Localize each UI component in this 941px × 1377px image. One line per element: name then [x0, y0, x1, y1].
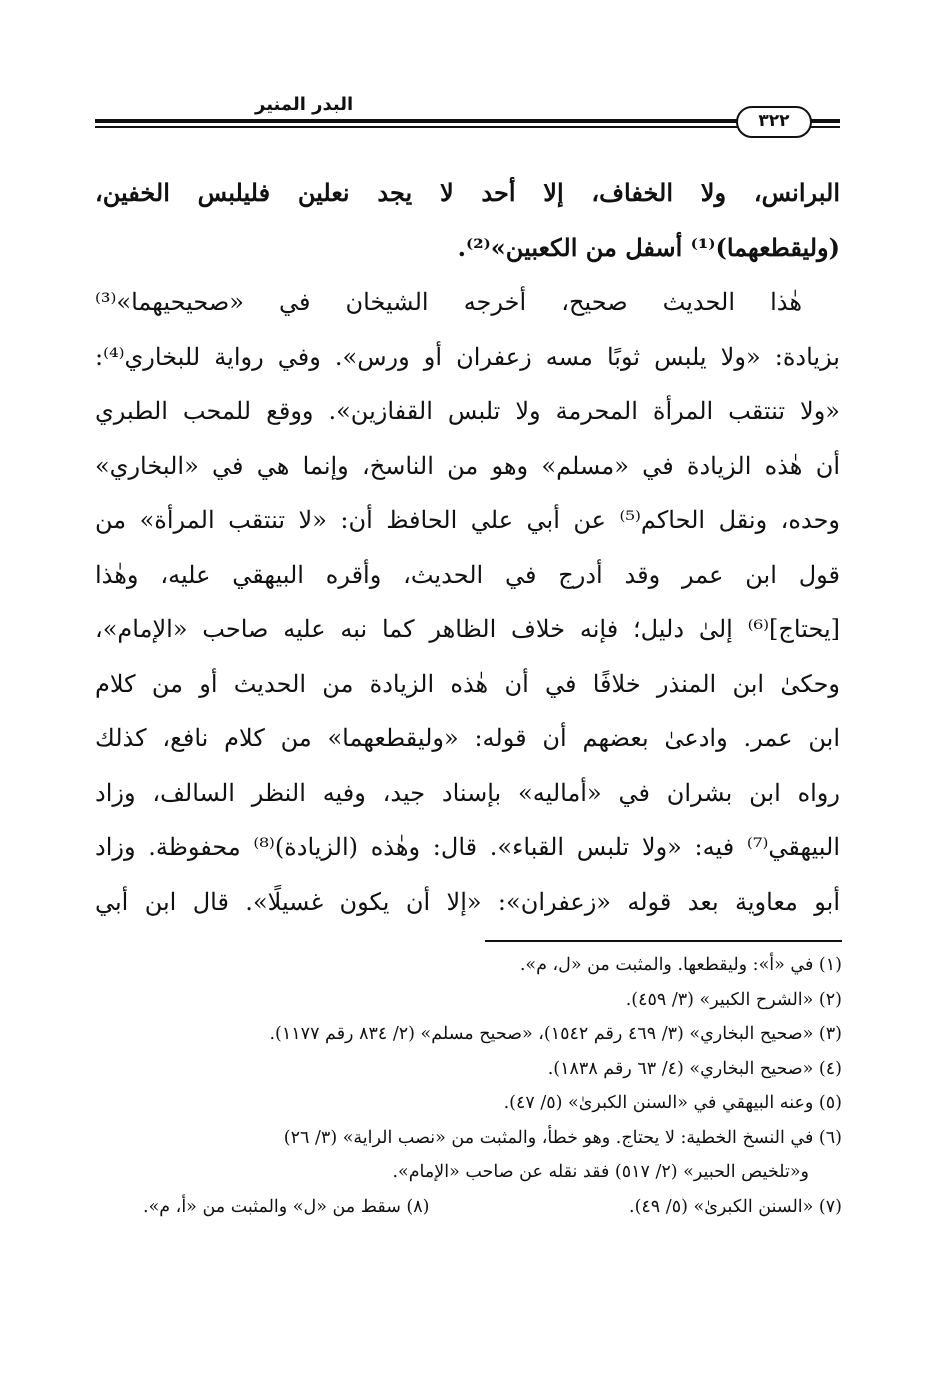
footnote-pair: [95, 1190, 842, 1225]
header-rule-thin: [95, 126, 745, 128]
body-line: البيهقي⁽⁷⁾ فيه: «ولا تلبس القباء». قال: وهٰذه (الزيادة)⁽⁸⁾ محفوظة. وزاد: [95, 833, 840, 861]
body-text: [95, 166, 840, 929]
footnote: (٧) «السنن الكبرىٰ» (٥/ ٤٩).: [629, 1196, 842, 1217]
body-line: وحكىٰ ابن المنذر خلافًا في أن هٰذه الزيادة من الحديث أو من كلام: [95, 669, 840, 698]
footnote: (٨) سقط من «ل» والمثبت من «أ، م».: [143, 1196, 430, 1217]
body-line: وحده، ونقل الحاكم⁽⁵⁾ عن أبي علي الحافظ أن: «لا تنتقب المرأة» من: [95, 506, 840, 534]
body-line: هٰذا الحديث صحيح، أخرجه الشيخان في «صحيحيهما»⁽³⁾: [95, 288, 802, 316]
body-line: «ولا تنتقب المرأة المحرمة ولا تلبس القفازين». ووقع للمحب الطبري: [95, 397, 840, 425]
running-book-title: البدر المنير: [255, 94, 354, 115]
body-line: قول ابن عمر وقد أدرج في الحديث، وأقره البيهقي عليه، وهٰذا: [95, 560, 840, 589]
footnote: (٦) في النسخ الخطية: لا يحتاج. وهو خطأ، والمثبت من «نصب الراية» (٣/ ٢٦): [283, 1127, 842, 1148]
footnotes: [95, 948, 842, 1224]
body-line: أن هٰذه الزيادة في «مسلم» وهو من الناسخ، وإنما هي في «البخاري»: [95, 451, 840, 480]
footnote: (٤) «صحيح البخاري» (٤/ ٦٣ رقم ١٨٣٨).: [547, 1058, 842, 1079]
footnote: (٥) وعنه البيهقي في «السنن الكبرىٰ» (٥/ ٤٧).: [503, 1093, 842, 1113]
body-line: (وليقطعهما)⁽¹⁾ أسفل من الكعبين»⁽²⁾.: [457, 232, 840, 262]
footnote-continuation: و«تلخيص الحبير» (٢/ ٥١٧) فقد نقله عن صاحب «الإمام».: [392, 1162, 809, 1182]
footnote-separator: [485, 940, 842, 942]
body-line: أبو معاوية بعد قوله «زعفران»: «إلا أن يكون غسيلًا». قال ابن أبي: [95, 887, 840, 916]
footnote: (١) في «أ»: وليقطعها. والمثبت من «ل، م».: [519, 955, 842, 975]
body-line: [يحتاج]⁽⁶⁾ إلىٰ دليل؛ فإنه خلاف الظاهر كما نبه عليه صاحب «الإمام»،: [95, 615, 840, 643]
footnote: (٢) «الشرح الكبير» (٣/ ٤٥٩).: [625, 989, 842, 1010]
body-line: البرانس، ولا الخفاف، إلا أحد لا يجد نعلين فليلبس الخفين،: [95, 178, 840, 207]
body-line: ابن عمر. وادعىٰ بعضهم أن قوله: «وليقطعهما» من كلام نافع، كذلك: [95, 724, 840, 752]
body-line: بزيادة: «ولا يلبس ثوبًا مسه زعفران أو ورس». وفي رواية للبخاري⁽⁴⁾:: [95, 342, 840, 371]
body-line: رواه ابن بشران في «أماليه» بإسناد جيد، وفيه النظر السالف، وزاد: [95, 778, 840, 807]
header-rule-right-thin: [807, 126, 840, 128]
header-rule-thick: [95, 119, 745, 123]
page-number: ٣٢٢: [736, 106, 812, 138]
page-header: [95, 92, 840, 142]
footnote: (٣) «صحيح البخاري» (٣/ ٤٦٩ رقم ١٥٤٢)، «صحيح مسلم» (٢/ ٨٣٤ رقم ١١٧٧).: [269, 1024, 842, 1044]
